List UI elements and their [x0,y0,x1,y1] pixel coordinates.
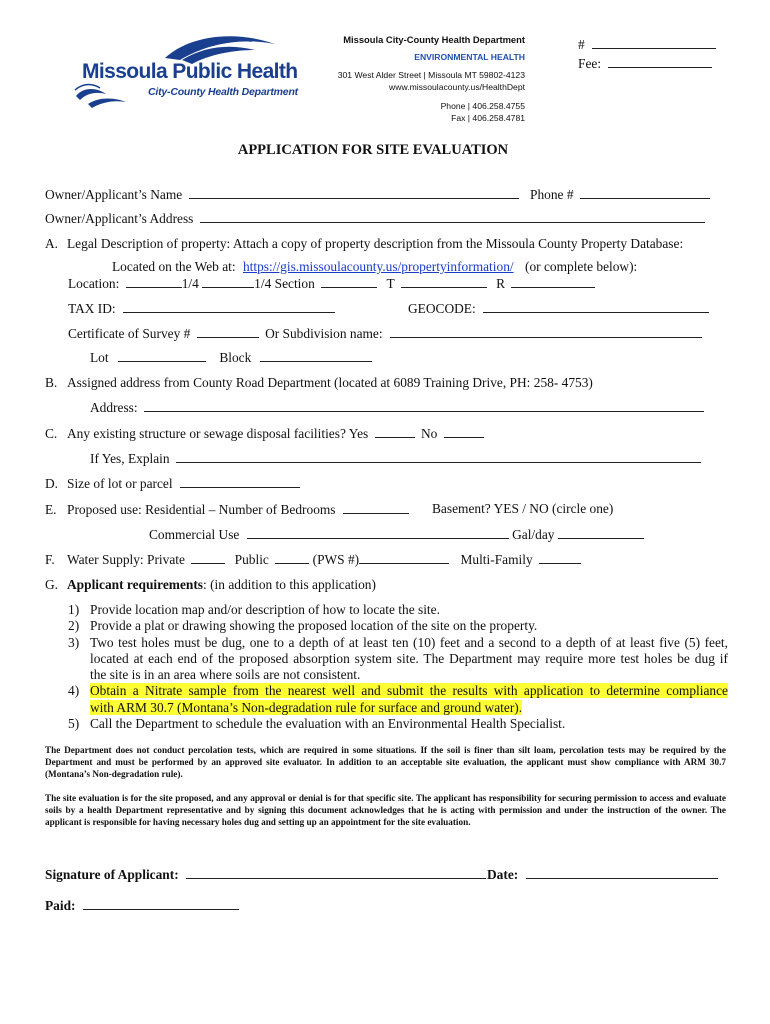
geocode-input[interactable] [483,300,709,313]
location-row [68,275,595,292]
location-label: Location: [68,276,120,291]
range-label: R [496,276,506,291]
list-num: 3) [68,634,80,650]
subdivision-label: Or Subdivision name: [265,326,383,341]
paid-row [45,897,239,914]
dept-name: Missoula City-County Health Department [343,34,525,45]
fee-label: Fee: [578,56,602,71]
cos-row [68,325,702,342]
assigned-address-row [90,399,704,416]
property-info-link[interactable]: https://gis.missoulacounty.us/propertyinformation/ [242,259,514,274]
owner-address-input[interactable] [200,210,705,223]
existing-yes-input[interactable] [375,425,415,438]
private-input[interactable] [191,551,225,564]
commercial-label: Commercial Use [149,527,240,542]
highlighted-text: with ARM 30.7 (Montana’s Non-degradation rule for surface and ground water). [90,699,523,715]
signature-row [45,866,486,883]
dept-phone: Phone | 406.258.4755 [440,101,525,111]
range-input[interactable] [511,275,595,288]
section-b-text: Assigned address from County Road Department (located at 6089 Training Drive, PH: 258- 4753) [67,375,593,390]
section-c-letter: C. [45,426,58,441]
quarter2-input[interactable] [202,275,254,288]
signature-input[interactable] [186,866,486,879]
commercial-input[interactable] [247,526,509,539]
owner-name-label: Owner/Applicant’s Name [45,187,183,202]
section-a-text: Legal Description of property: Attach a copy of property description from the Missoula County Property Database: [67,236,684,251]
section-d-letter: D. [45,476,59,491]
paid-input[interactable] [83,897,239,910]
phone-input[interactable] [580,186,710,199]
date-label: Date: [487,867,519,882]
public-label: Public [234,552,269,567]
multi-family-input[interactable] [539,551,581,564]
list-item [68,618,728,634]
cos-label: Certificate of Survey # [68,326,191,341]
page-title: APPLICATION FOR SITE EVALUATION [237,142,509,158]
quarter1-input[interactable] [126,275,182,288]
date-input[interactable] [526,866,718,879]
section-f-letter: F. [45,552,55,567]
list-line: Provide location map and/or description of how to locate the site. [90,602,440,617]
list-num: 1) [68,602,80,617]
existing-no-input[interactable] [444,425,484,438]
public-input[interactable] [275,551,309,564]
explain-input[interactable] [176,450,701,463]
dept-fax: Fax | 406.258.4781 [451,113,525,123]
signature-label: Signature of Applicant: [45,867,179,882]
bedrooms-input[interactable] [343,501,409,514]
list-line [90,700,728,716]
explain-label: If Yes, Explain [90,451,170,466]
owner-address-row [45,210,705,227]
existing-no-label: No [420,426,438,441]
owner-name-input[interactable] [189,186,519,199]
pws-label: (PWS #) [312,552,360,567]
list-num: 4) [68,683,80,699]
pws-input[interactable] [359,551,449,564]
section-c-heading [45,425,484,442]
lot-input[interactable] [118,349,206,362]
section-e-letter: E. [45,502,57,517]
list-num: 2) [68,618,80,634]
lot-label: Lot [90,350,109,365]
section-g-letter: G. [45,577,59,592]
list-line: Call the Department to schedule the evaluation with an Environmental Health Specialist. [90,716,566,732]
department-info [330,34,525,124]
note-percolation: The Department does not conduct percolation tests, which are required in some situations. If the soil is finer than silt loam, percolation tests may be required by the Department and must be performed by an approved site evaluator. In addition to an acceptable site evaluation, the applicant must show compliance with ARM 30.7 (Montana’s Non-degradation rule). [45,745,726,779]
paid-label: Paid: [45,898,76,913]
list-line: the site is in an area where soils are not consistent. [90,667,361,683]
highlighted-text: Obtain a Nitrate sample from the nearest well and submit the results with application to determine compliance [90,683,728,699]
section-d-heading [45,475,300,492]
office-number-field[interactable] [578,36,716,53]
list-line: Two test holes must be dug, one to a depth of at least ten (10) feet and a second to a depth of at least five (5) feet, [90,634,728,650]
owner-name-row [45,186,519,203]
list-item [68,716,728,732]
subdivision-input[interactable] [390,325,702,338]
section-e-text: Proposed use: Residential – Number of Bedrooms [67,502,336,517]
quarter1-label: 1/4 [181,276,199,291]
assigned-address-input[interactable] [144,399,704,412]
section-f-heading [45,551,581,568]
dept-address: 301 West Alder Street | Missoula MT 59802-4123 [337,70,525,80]
date-row [487,866,718,883]
section-a-letter: A. [45,236,59,251]
section-label: 1/4 Section [254,276,315,291]
section-d-text: Size of lot or parcel [67,476,173,491]
lot-size-input[interactable] [180,475,300,488]
office-number-label: # [578,37,585,52]
requirements-list [68,602,728,732]
taxid-label: TAX ID: [68,301,116,316]
township-label: T [386,276,395,291]
logo [70,30,298,120]
phone-row [530,186,710,203]
logo-line2: City-County Health Department [148,86,298,98]
division-name: ENVIRONMENTAL HEALTH [414,52,525,62]
basement-row[interactable]: Basement? YES / NO (circle one) [432,501,614,516]
block-input[interactable] [260,349,372,362]
web-prefix: Located on the Web at: [112,259,236,274]
explain-row [90,450,701,467]
list-line: located at each end of the proposed absorption system site. The Department may require more test holes be dug if [90,650,728,666]
commercial-row [149,526,644,543]
section-f-text: Water Supply: Private [67,552,185,567]
list-num: 5) [68,716,80,732]
note-site-evaluation: The site evaluation is for the site proposed, and any approval or denial is for that specific site. The applicant has responsibility for securing permission to access and evaluate soils by a health Department representative and by signing this document acknowledges that he is acting with permission and under the instruction of the owner. The applicant is responsible for having necessary holes dug and setting up an appointment for the site evaluation. [45,793,726,827]
multi-family-label: Multi-Family [460,552,533,567]
section-b-letter: B. [45,375,58,390]
section-g-heading [45,577,376,593]
web-suffix: (or complete below): [524,259,638,274]
section-g-text: : (in addition to this application) [203,577,376,592]
list-line [90,683,728,699]
taxid-input[interactable] [123,300,335,313]
section-c-text: Any existing structure or sewage disposal facilities? Yes [67,426,369,441]
section-e-heading [45,501,409,518]
section-input[interactable] [321,275,377,288]
lot-block-row [90,349,372,366]
taxid-row [68,300,335,317]
geocode-row [408,300,709,317]
web-location-row [112,259,637,275]
township-input[interactable] [401,275,487,288]
geocode-label: GEOCODE: [408,301,476,316]
section-g-bold: Applicant requirements [67,577,204,592]
list-item [68,602,728,618]
phone-label: Phone # [530,187,574,202]
list-line: Provide a plat or drawing showing the proposed location of the site on the property. [90,618,538,634]
list-item [68,683,728,716]
logo-line1: Missoula Public Health [82,60,298,83]
block-label: Block [219,350,252,365]
fee-field[interactable] [578,55,712,72]
dept-website: www.missoulacounty.us/HealthDept [389,82,525,92]
owner-address-label: Owner/Applicant’s Address [45,211,194,226]
section-b-heading [45,375,593,391]
list-item [68,635,728,684]
assigned-address-label: Address: [90,400,138,415]
section-a-heading [45,236,683,252]
cos-input[interactable] [197,325,259,338]
galday-input[interactable] [558,526,644,539]
galday-label: Gal/day [512,527,555,542]
